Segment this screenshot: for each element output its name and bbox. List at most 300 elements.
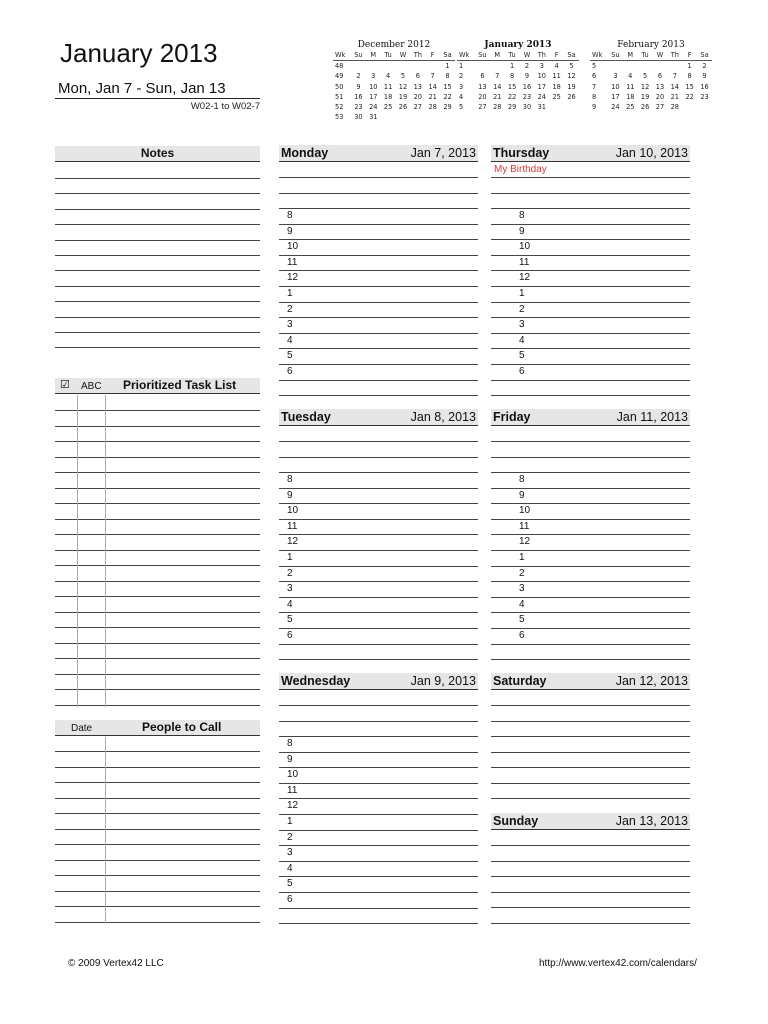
day-cell[interactable]: 14: [493, 82, 502, 91]
people-line[interactable]: [55, 829, 260, 830]
writing-line[interactable]: [279, 721, 478, 722]
hour-line[interactable]: [279, 488, 478, 489]
hour-line[interactable]: [279, 472, 478, 473]
day-cell: [475, 61, 490, 72]
hour-line[interactable]: [279, 767, 478, 768]
task-line[interactable]: [55, 488, 260, 489]
hour-line[interactable]: [491, 364, 690, 365]
hour-line[interactable]: [491, 628, 690, 629]
hour-line[interactable]: [279, 814, 478, 815]
writing-line[interactable]: [279, 177, 478, 178]
hour-line[interactable]: [279, 597, 478, 598]
hour-line[interactable]: [279, 628, 478, 629]
hour-label: 12: [287, 272, 299, 283]
writing-line[interactable]: [491, 845, 690, 846]
day-cell: [410, 112, 425, 122]
hour-label: 10: [287, 241, 299, 252]
hour-line[interactable]: [279, 892, 478, 893]
day-cell[interactable]: 7: [495, 72, 500, 81]
day-cell[interactable]: 1: [687, 62, 692, 70]
hour-label: 6: [519, 366, 525, 377]
task-line[interactable]: [55, 426, 260, 427]
task-line[interactable]: [55, 519, 260, 520]
hour-line[interactable]: [491, 503, 690, 504]
week-number: 7: [592, 82, 597, 91]
mini-calendar-week: [590, 82, 712, 92]
hour-line[interactable]: [491, 270, 690, 271]
hour-line[interactable]: [279, 519, 478, 520]
hour-label: 5: [287, 350, 293, 361]
day-cell[interactable]: 15: [685, 82, 694, 91]
hour-line[interactable]: [491, 566, 690, 567]
task-list-header: [55, 378, 260, 394]
writing-line[interactable]: [279, 193, 478, 194]
task-line[interactable]: [55, 550, 260, 551]
day-cell[interactable]: 10: [369, 82, 378, 91]
week-number: 52: [335, 103, 344, 112]
task-line[interactable]: [55, 472, 260, 473]
notes-line[interactable]: [55, 178, 260, 179]
people-line[interactable]: [55, 891, 260, 892]
hour-line[interactable]: [491, 581, 690, 582]
task-line[interactable]: [55, 441, 260, 442]
task-line[interactable]: [55, 705, 260, 706]
weekday-label: Th: [534, 51, 549, 61]
hour-line[interactable]: [491, 239, 690, 240]
people-line[interactable]: [55, 844, 260, 845]
notes-line[interactable]: [55, 332, 260, 333]
day-cell[interactable]: 4: [386, 72, 391, 81]
hour-line[interactable]: [279, 317, 478, 318]
hour-line[interactable]: [279, 566, 478, 567]
hour-line[interactable]: [491, 348, 690, 349]
day-header-saturday: [491, 673, 690, 690]
day-cell[interactable]: 9: [356, 82, 361, 91]
day-cell[interactable]: 11: [552, 72, 561, 81]
day-cell[interactable]: 18: [626, 92, 635, 101]
hour-line[interactable]: [279, 830, 478, 831]
task-line[interactable]: [55, 643, 260, 644]
notes-line[interactable]: [55, 347, 260, 348]
mini-calendar-week: [333, 71, 455, 81]
notes-header: [55, 146, 260, 162]
week-number: 3: [459, 82, 464, 91]
hour-label: 3: [519, 319, 525, 330]
day-cell[interactable]: 20: [655, 92, 665, 101]
day-cell[interactable]: 28: [670, 103, 679, 112]
hour-line[interactable]: [491, 472, 690, 473]
people-line[interactable]: [55, 860, 260, 861]
notes-line[interactable]: [55, 240, 260, 241]
writing-line[interactable]: [279, 457, 478, 458]
day-cell[interactable]: 17: [369, 92, 378, 101]
day-cell: [490, 61, 505, 72]
day-cell[interactable]: 14: [428, 82, 437, 91]
writing-line[interactable]: [491, 659, 690, 660]
day-cell[interactable]: 3: [371, 72, 376, 81]
day-cell[interactable]: 7: [672, 72, 677, 81]
task-line[interactable]: [55, 503, 260, 504]
hour-line[interactable]: [279, 612, 478, 613]
day-cell[interactable]: 4: [554, 62, 559, 70]
day-name: Thursday: [493, 146, 550, 160]
people-header: [55, 720, 260, 736]
day-cell[interactable]: 26: [567, 92, 576, 101]
hour-line[interactable]: [491, 519, 690, 520]
day-cell[interactable]: 18: [383, 92, 393, 101]
day-cell[interactable]: 12: [567, 72, 576, 81]
day-cell[interactable]: 3: [613, 72, 618, 81]
hour-label: 5: [519, 614, 525, 625]
hour-label: 9: [287, 490, 293, 501]
notes-line[interactable]: [55, 255, 260, 256]
day-cell[interactable]: 19: [640, 92, 650, 101]
day-cell[interactable]: 22: [507, 92, 517, 101]
task-line[interactable]: [55, 581, 260, 582]
notes-line[interactable]: [55, 286, 260, 287]
day-cell[interactable]: 17: [611, 92, 620, 101]
day-cell[interactable]: 15: [507, 82, 517, 91]
day-cell[interactable]: 10: [611, 82, 620, 91]
mini-calendar-title: January 2013: [484, 40, 552, 50]
hour-line[interactable]: [279, 752, 478, 753]
notes-title: Notes: [140, 146, 175, 160]
day-cell[interactable]: 22: [685, 92, 694, 101]
weekday-label: W: [396, 51, 411, 61]
day-cell[interactable]: 8: [510, 72, 515, 81]
day-cell[interactable]: 11: [383, 82, 393, 91]
writing-line[interactable]: [491, 892, 690, 893]
hour-line[interactable]: [279, 736, 478, 737]
weekday-label: F: [549, 51, 564, 61]
mini-calendar-week: [333, 112, 455, 122]
hour-line[interactable]: [279, 239, 478, 240]
day-cell[interactable]: 4: [628, 72, 633, 81]
hour-line[interactable]: [279, 255, 478, 256]
writing-line[interactable]: [279, 644, 478, 645]
day-cell[interactable]: 6: [480, 72, 485, 81]
day-cell[interactable]: 31: [537, 103, 546, 112]
writing-line[interactable]: [491, 923, 690, 924]
hour-label: 10: [287, 505, 299, 516]
hour-label: 10: [287, 769, 299, 780]
day-cell[interactable]: 8: [445, 72, 450, 81]
hour-label: 8: [287, 210, 293, 221]
writing-line[interactable]: [491, 798, 690, 799]
hour-line[interactable]: [279, 534, 478, 535]
day-cell[interactable]: 1: [445, 62, 450, 70]
hour-line[interactable]: [279, 333, 478, 334]
week-number: 4: [459, 92, 464, 101]
day-cell[interactable]: 25: [383, 103, 393, 112]
hour-line[interactable]: [279, 503, 478, 504]
writing-line[interactable]: [491, 441, 690, 442]
hour-line[interactable]: [279, 845, 478, 846]
writing-line[interactable]: [491, 380, 690, 381]
writing-line[interactable]: [491, 395, 690, 396]
task-column-divider: [77, 395, 78, 707]
day-cell[interactable]: 13: [478, 82, 487, 91]
mini-calendar-grid: [333, 51, 455, 123]
notes-line[interactable]: [55, 224, 260, 225]
day-cell[interactable]: 2: [524, 62, 530, 70]
people-line[interactable]: [55, 767, 260, 768]
day-cell[interactable]: 27: [655, 103, 665, 112]
writing-line[interactable]: [279, 441, 478, 442]
day-cell[interactable]: 27: [478, 103, 487, 112]
day-cell[interactable]: 14: [670, 82, 679, 91]
weekday-label: Sa: [564, 51, 579, 61]
notes-line[interactable]: [55, 193, 260, 194]
day-cell[interactable]: 26: [640, 103, 650, 112]
writing-line[interactable]: [491, 783, 690, 784]
hour-line[interactable]: [491, 317, 690, 318]
weekday-label: M: [623, 51, 638, 61]
day-cell[interactable]: 13: [655, 82, 665, 91]
writing-line[interactable]: [491, 177, 690, 178]
task-line[interactable]: [55, 612, 260, 613]
day-cell: [366, 61, 381, 72]
writing-line[interactable]: [491, 767, 690, 768]
hour-label: 3: [287, 583, 293, 594]
hour-label: 10: [519, 241, 531, 252]
mini-calendar-week: [333, 61, 455, 72]
day-cell[interactable]: 20: [478, 92, 487, 101]
hour-label: 4: [287, 863, 293, 874]
weekday-label: W: [653, 51, 668, 61]
day-cell[interactable]: 5: [400, 72, 406, 81]
day-date: Jan 9, 2013: [410, 674, 476, 688]
hour-label: 4: [519, 599, 525, 610]
hour-label: 6: [519, 630, 525, 641]
writing-line[interactable]: [279, 705, 478, 706]
people-line[interactable]: [55, 906, 260, 907]
day-header-sunday: [491, 813, 690, 830]
hour-line[interactable]: [279, 798, 478, 799]
day-cell: [697, 102, 712, 112]
notes-line[interactable]: [55, 317, 260, 318]
day-cell: [653, 61, 668, 72]
website-link[interactable]: http://www.vertex42.com/calendars/: [539, 958, 697, 969]
day-cell[interactable]: 3: [539, 62, 544, 70]
hour-line[interactable]: [491, 333, 690, 334]
day-cell[interactable]: 21: [493, 92, 502, 101]
people-line[interactable]: [55, 798, 260, 799]
day-header-wednesday: [279, 673, 478, 690]
task-line[interactable]: [55, 410, 260, 411]
writing-line[interactable]: [491, 721, 690, 722]
writing-line[interactable]: [491, 644, 690, 645]
day-date: Jan 13, 2013: [615, 814, 688, 828]
day-cell[interactable]: 31: [369, 113, 378, 122]
day-cell[interactable]: 15: [443, 82, 452, 91]
hour-label: 2: [519, 568, 525, 579]
day-cell[interactable]: 10: [537, 72, 546, 81]
day-cell[interactable]: 29: [443, 103, 452, 112]
task-line[interactable]: [55, 658, 260, 659]
day-cell[interactable]: 7: [430, 72, 435, 81]
hour-line[interactable]: [279, 348, 478, 349]
day-cell[interactable]: 21: [428, 92, 437, 101]
hour-label: 9: [519, 490, 525, 501]
hour-label: 1: [519, 552, 525, 563]
hour-label: 1: [519, 288, 525, 299]
hour-line[interactable]: [279, 302, 478, 303]
notes-line[interactable]: [55, 209, 260, 210]
hour-label: 3: [287, 319, 293, 330]
hour-label: 9: [519, 226, 525, 237]
day-cell[interactable]: 28: [428, 103, 437, 112]
hour-label: 4: [287, 599, 293, 610]
day-cell: [396, 61, 411, 72]
writing-line[interactable]: [279, 908, 478, 909]
day-cell[interactable]: 24: [611, 103, 620, 112]
event-text[interactable]: My Birthday: [494, 164, 547, 175]
hour-line[interactable]: [491, 597, 690, 598]
day-cell[interactable]: 25: [626, 103, 635, 112]
day-cell[interactable]: 30: [522, 103, 532, 112]
day-cell[interactable]: 8: [687, 72, 692, 81]
hour-line[interactable]: [491, 208, 690, 209]
day-cell[interactable]: 11: [626, 82, 635, 91]
hour-line[interactable]: [279, 208, 478, 209]
day-header-friday: [491, 409, 690, 426]
day-cell[interactable]: 9: [524, 72, 530, 81]
week-number: 53: [335, 113, 344, 122]
day-cell[interactable]: 6: [415, 72, 420, 81]
day-cell[interactable]: 25: [552, 92, 561, 101]
day-cell[interactable]: 27: [413, 103, 422, 112]
hour-line[interactable]: [491, 534, 690, 535]
day-cell[interactable]: 23: [700, 92, 709, 101]
writing-line[interactable]: [491, 457, 690, 458]
day-name: Tuesday: [281, 410, 331, 424]
writing-line[interactable]: [279, 923, 478, 924]
day-cell[interactable]: 23: [522, 92, 532, 101]
people-line[interactable]: [55, 922, 260, 923]
week-number: 49: [335, 72, 344, 81]
day-header-monday: [279, 145, 478, 162]
hour-label: 11: [287, 785, 298, 796]
day-cell[interactable]: 29: [507, 103, 517, 112]
task-line[interactable]: [55, 689, 260, 690]
day-cell[interactable]: 23: [354, 103, 363, 112]
hour-label: 5: [287, 614, 293, 625]
day-cell[interactable]: 13: [413, 82, 422, 91]
hour-label: 11: [287, 257, 298, 268]
day-cell[interactable]: 5: [643, 72, 648, 81]
hour-line[interactable]: [491, 302, 690, 303]
hour-line[interactable]: [279, 581, 478, 582]
writing-line[interactable]: [491, 705, 690, 706]
hour-label: 1: [287, 288, 293, 299]
writing-line[interactable]: [279, 380, 478, 381]
day-cell[interactable]: 28: [493, 103, 502, 112]
day-cell[interactable]: 19: [567, 82, 576, 91]
day-cell[interactable]: 9: [702, 72, 707, 81]
day-cell[interactable]: 16: [354, 92, 363, 101]
hour-line[interactable]: [279, 286, 478, 287]
mini-calendar: [333, 40, 455, 123]
hour-line[interactable]: [279, 783, 478, 784]
day-cell[interactable]: 12: [640, 82, 650, 91]
task-line[interactable]: [55, 565, 260, 566]
day-cell[interactable]: 16: [700, 82, 709, 91]
hour-line[interactable]: [491, 612, 690, 613]
day-cell: [381, 61, 396, 72]
day-cell[interactable]: 6: [657, 72, 663, 81]
task-line[interactable]: [55, 457, 260, 458]
task-line[interactable]: [55, 596, 260, 597]
notes-line[interactable]: [55, 301, 260, 302]
people-line[interactable]: [55, 813, 260, 814]
day-cell[interactable]: 5: [569, 62, 574, 70]
hour-line[interactable]: [491, 224, 690, 225]
hour-line[interactable]: [279, 861, 478, 862]
hour-line[interactable]: [279, 876, 478, 877]
mini-calendar-week: [590, 102, 712, 112]
people-line[interactable]: [55, 751, 260, 752]
day-cell[interactable]: 19: [398, 92, 408, 101]
day-cell[interactable]: 24: [369, 103, 378, 112]
task-line[interactable]: [55, 674, 260, 675]
writing-line[interactable]: [491, 193, 690, 194]
day-cell[interactable]: 1: [510, 62, 515, 70]
day-cell[interactable]: 26: [398, 103, 408, 112]
hour-line[interactable]: [279, 270, 478, 271]
day-cell[interactable]: 18: [552, 82, 561, 91]
day-cell[interactable]: 30: [354, 113, 363, 122]
day-cell[interactable]: 21: [670, 92, 679, 101]
hour-line[interactable]: [491, 286, 690, 287]
day-cell[interactable]: 2: [702, 62, 707, 70]
day-name: Sunday: [493, 814, 539, 828]
hour-line[interactable]: [279, 550, 478, 551]
task-line[interactable]: [55, 534, 260, 535]
hour-line[interactable]: [491, 255, 690, 256]
writing-line[interactable]: [491, 752, 690, 753]
writing-line[interactable]: [491, 861, 690, 862]
writing-line[interactable]: [491, 907, 690, 908]
day-cell[interactable]: 16: [522, 82, 532, 91]
hour-line[interactable]: [491, 550, 690, 551]
people-line[interactable]: [55, 875, 260, 876]
writing-line[interactable]: [491, 876, 690, 877]
day-cell[interactable]: 2: [356, 72, 361, 81]
writing-line[interactable]: [491, 736, 690, 737]
day-cell[interactable]: 12: [398, 82, 408, 91]
hour-line[interactable]: [491, 488, 690, 489]
checkbox-icon: ☑: [60, 379, 70, 391]
day-cell[interactable]: 24: [537, 92, 546, 101]
weekday-label: F: [425, 51, 440, 61]
notes-line[interactable]: [55, 270, 260, 271]
week-number: 50: [335, 82, 344, 91]
hour-line[interactable]: [279, 224, 478, 225]
day-cell[interactable]: 22: [443, 92, 452, 101]
day-cell[interactable]: 17: [537, 82, 546, 91]
mini-calendar-week: [333, 82, 455, 92]
hour-line[interactable]: [279, 364, 478, 365]
people-line[interactable]: [55, 782, 260, 783]
mini-calendar-week: [457, 102, 579, 112]
hour-label: 9: [287, 226, 293, 237]
writing-line[interactable]: [279, 395, 478, 396]
mini-calendar: [457, 40, 579, 112]
writing-line[interactable]: [279, 659, 478, 660]
day-cell[interactable]: 20: [413, 92, 422, 101]
task-line[interactable]: [55, 627, 260, 628]
